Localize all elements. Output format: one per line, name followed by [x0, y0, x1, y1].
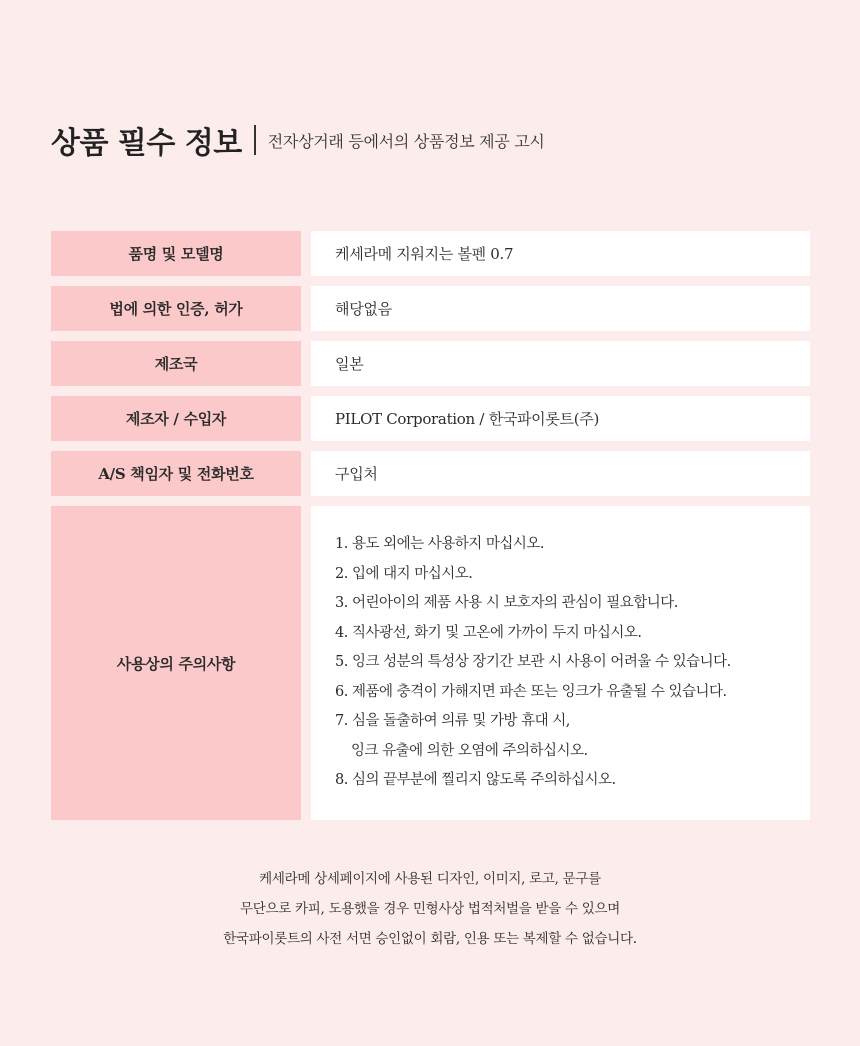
row-value-precautions — [311, 506, 810, 820]
row-label-certification: 법에 의한 인증, 허가 — [51, 286, 301, 331]
table-row-precautions — [51, 506, 810, 820]
table-row — [51, 451, 810, 496]
table-row — [51, 341, 810, 386]
table-row — [51, 286, 810, 331]
list-item-continuation — [335, 737, 731, 767]
row-value-as-contact: 구입처 — [311, 451, 810, 496]
row-label-manufacturer: 제조자 / 수입자 — [51, 396, 301, 441]
list-item: 8. 심의 끝부분에 찔리지 않도록 주의하십시오. — [335, 772, 616, 789]
title-divider — [254, 125, 256, 155]
list-item: 2. 입에 대지 마십시오. — [335, 565, 473, 582]
list-item: 4. 직사광선, 화기 및 고온에 가까이 두지 마십시오. — [335, 624, 642, 641]
row-value-country: 일본 — [311, 341, 810, 386]
table-row — [51, 231, 810, 276]
list-item: 3. 어린아이의 제품 사용 시 보호자의 관심이 필요합니다. — [335, 595, 678, 612]
row-label-product-name: 품명 및 모델명 — [51, 231, 301, 276]
row-value-manufacturer: PILOT Corporation / 한국파이롯트(주) — [311, 396, 810, 441]
page-subtitle: 전자상거래 등에서의 상품정보 제공 고시 — [267, 131, 545, 151]
list-item: 5. 잉크 성분의 특성상 장기간 보관 시 사용이 어려울 수 있습니다. — [335, 654, 731, 671]
row-value-certification: 해당없음 — [311, 286, 810, 331]
row-label-country: 제조국 — [51, 341, 301, 386]
table-row — [51, 396, 810, 441]
notice-line: 케세라메 상세페이지에 사용된 디자인, 이미지, 로고, 문구를 — [259, 871, 601, 887]
precautions-list — [335, 530, 731, 796]
product-info-table — [51, 231, 810, 830]
page-title: 상품 필수 정보 — [51, 126, 242, 161]
notice-line: 한국파이롯트의 사전 서면 승인없이 회람, 인용 또는 복제할 수 없습니다. — [223, 931, 637, 947]
list-item: 6. 제품에 충격이 가해지면 파손 또는 잉크가 유출될 수 있습니다. — [335, 683, 727, 700]
row-label-as-contact: A/S 책임자 및 전화번호 — [51, 451, 301, 496]
list-item: 1. 용도 외에는 사용하지 마십시오. — [335, 536, 544, 553]
section-header — [51, 118, 545, 162]
notice-line: 무단으로 카피, 도용했을 경우 민형사상 법적처벌을 받을 수 있으며 — [240, 901, 620, 917]
list-item: 7. 심을 돌출하여 의류 및 가방 휴대 시, — [335, 713, 570, 730]
row-value-product-name: 케세라메 지워지는 볼펜 0.7 — [311, 231, 810, 276]
list-item-continuation-text: 잉크 유출에 의한 오염에 주의하십시오. — [351, 742, 588, 759]
copyright-notice — [0, 864, 860, 954]
row-label-precautions: 사용상의 주의사항 — [51, 506, 301, 820]
